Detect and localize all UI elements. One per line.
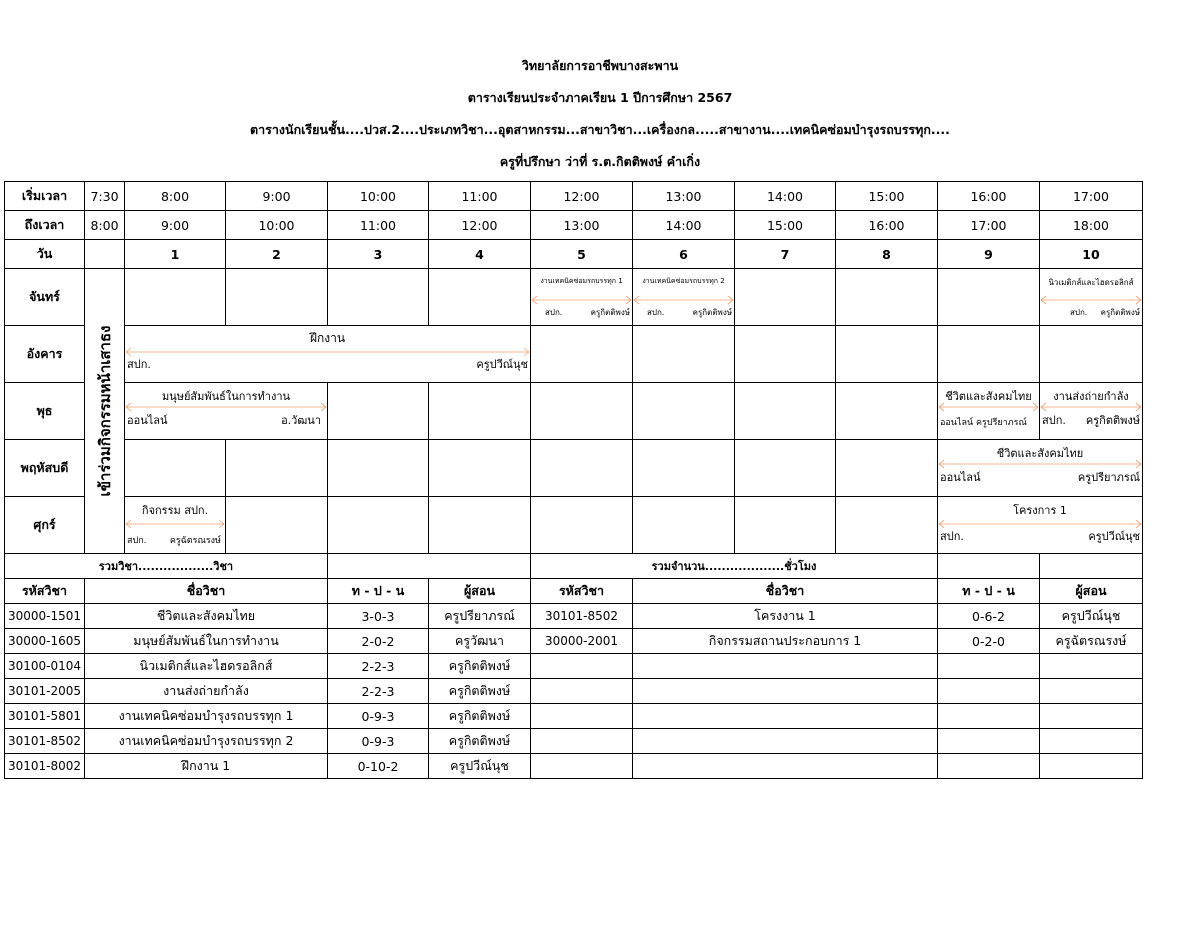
class-block — [531, 269, 633, 326]
empty-cell — [328, 554, 531, 579]
col-header-name: ชื่อวิชา — [85, 579, 328, 604]
subject-teacher: ครูกิตติพงษ์ — [429, 729, 531, 754]
subject-code: 30100-0104 — [5, 654, 85, 679]
subject-code: 30000-1501 — [5, 604, 85, 629]
assembly-cell — [85, 269, 125, 554]
subject-teacher: ครูกิตติพงษ์ — [429, 679, 531, 704]
subject-row — [5, 729, 1143, 754]
empty-slot — [1040, 326, 1143, 383]
block-title: ชีวิตและสังคมไทย — [996, 447, 1084, 460]
period-number: 9 — [938, 240, 1040, 269]
empty-cell — [1040, 654, 1143, 679]
subject-name: งานเทคนิคซ่อมบำรุงรถบรรทุก 1 — [85, 704, 328, 729]
empty-slot — [735, 440, 836, 497]
span-arrow — [531, 295, 632, 305]
span-arrow — [125, 519, 225, 529]
start-time: 9:00 — [226, 182, 328, 211]
day-row-friday — [5, 497, 1143, 554]
subject-row — [5, 754, 1143, 779]
subject-teacher: ครูฉัตรณรงษ์ — [1040, 629, 1143, 654]
subject-tpn: 2-2-3 — [328, 654, 429, 679]
end-time: 11:00 — [328, 211, 429, 240]
empty-cell — [938, 654, 1040, 679]
start-time: 10:00 — [328, 182, 429, 211]
empty-slot — [429, 440, 531, 497]
block-title: นิวเมติกส์และไฮดรอลิกส์ — [1048, 278, 1134, 287]
empty-cell — [531, 679, 633, 704]
empty-slot — [633, 497, 735, 554]
subject-row — [5, 704, 1143, 729]
period-number: 4 — [429, 240, 531, 269]
start-time: 17:00 — [1040, 182, 1143, 211]
empty-cell — [1040, 754, 1143, 779]
block-location: สปก. — [127, 358, 151, 371]
class-block — [1040, 383, 1143, 440]
start-time: 13:00 — [633, 182, 735, 211]
empty-cell — [938, 704, 1040, 729]
end-time: 14:00 — [633, 211, 735, 240]
class-block — [938, 383, 1040, 440]
block-title: งานเทคนิคซ่อมรถบรรทุก 1 — [540, 277, 623, 285]
subject-tpn: 3-0-3 — [328, 604, 429, 629]
block-title: งานเทคนิคซ่อมรถบรรทุก 2 — [642, 277, 725, 285]
empty-slot — [125, 269, 226, 326]
subject-tpn: 2-2-3 — [328, 679, 429, 704]
subject-row — [5, 604, 1143, 629]
start-time: 8:00 — [125, 182, 226, 211]
col-header-tpn: ท - ป - น — [328, 579, 429, 604]
subject-code: 30101-8502 — [531, 604, 633, 629]
subject-name: งานส่งถ่ายกำลัง — [85, 679, 328, 704]
block-location: สปก. — [545, 308, 563, 317]
end-time-row — [5, 211, 1143, 240]
class-block — [633, 269, 735, 326]
end-time: 13:00 — [531, 211, 633, 240]
block-location: ออนไลน์ ครูปรียาภรณ์ — [940, 418, 1027, 428]
empty-slot — [125, 440, 226, 497]
end-time: 15:00 — [735, 211, 836, 240]
block-title: งานส่งถ่ายกำลัง — [1053, 390, 1129, 403]
empty-slot — [328, 497, 429, 554]
empty-slot — [429, 497, 531, 554]
empty-slot — [836, 383, 938, 440]
class-block — [125, 326, 531, 383]
end-time: 10:00 — [226, 211, 328, 240]
day-row-wednesday — [5, 383, 1143, 440]
empty-slot — [531, 326, 633, 383]
period-number: 5 — [531, 240, 633, 269]
empty-slot — [328, 269, 429, 326]
day-row-tuesday — [5, 326, 1143, 383]
block-teacher: ครูกิตติพงษ์ — [692, 308, 732, 317]
day-name: พุธ — [5, 383, 85, 440]
col-header-code: รหัสวิชา — [531, 579, 633, 604]
block-title: ชีวิตและสังคมไทย — [945, 390, 1032, 403]
empty-cell — [633, 754, 938, 779]
block-title: กิจกรรม สปก. — [141, 504, 209, 517]
empty-slot — [836, 497, 938, 554]
assembly-label: เข้าร่วมกิจกรรมหน้าเสาธง — [95, 325, 114, 497]
start-label: เริ่มเวลา — [5, 182, 85, 211]
day-name: อังคาร — [5, 326, 85, 383]
term-title: ตารางเรียนประจำภาคเรียน 1 ปีการศึกษา 2567 — [467, 90, 733, 105]
subject-name: มนุษย์สัมพันธ์ในการทำงาน — [85, 629, 328, 654]
block-teacher: ครูกิตติพงษ์ — [1100, 308, 1140, 317]
empty-slot — [429, 269, 531, 326]
empty-cell — [1040, 679, 1143, 704]
college-title: วิทยาลัยการอาชีพบางสะพาน — [521, 58, 679, 73]
subject-row — [5, 679, 1143, 704]
empty-cell — [1040, 554, 1143, 579]
subject-name: ชีวิตและสังคมไทย — [85, 604, 328, 629]
period-number: 1 — [125, 240, 226, 269]
class-block — [1040, 269, 1143, 326]
class-block — [938, 440, 1143, 497]
end-time: 12:00 — [429, 211, 531, 240]
summary-row — [5, 554, 1143, 579]
subject-teacher: ครูวัฒนา — [429, 629, 531, 654]
period-number: 7 — [735, 240, 836, 269]
empty-slot — [226, 497, 328, 554]
empty-slot — [328, 383, 429, 440]
subject-code: 30101-5801 — [5, 704, 85, 729]
block-location: สปก. — [1042, 414, 1066, 427]
empty-slot — [938, 269, 1040, 326]
subject-name: งานเทคนิคซ่อมบำรุงรถบรรทุก 2 — [85, 729, 328, 754]
block-location: สปก. — [127, 536, 147, 546]
block-teacher: ครูปรียาภรณ์ — [1077, 471, 1140, 484]
empty-cell — [633, 704, 938, 729]
period-number: 2 — [226, 240, 328, 269]
pre-end-time: 8:00 — [85, 211, 125, 240]
empty-slot — [735, 383, 836, 440]
block-teacher: ครูฉัตรณรงษ์ — [169, 536, 221, 546]
empty-slot — [633, 440, 735, 497]
span-arrow — [1040, 295, 1142, 305]
period-row — [5, 240, 1143, 269]
subject-teacher: ครูปวีณ์นุช — [1040, 604, 1143, 629]
empty-cell — [633, 679, 938, 704]
empty-cell — [938, 754, 1040, 779]
subject-tpn: 0-9-3 — [328, 704, 429, 729]
empty-slot — [633, 326, 735, 383]
day-row-thursday — [5, 440, 1143, 497]
total-hours: รวมจำนวน...................ชั่วโมง — [531, 554, 938, 579]
empty-slot — [531, 383, 633, 440]
empty-slot — [735, 326, 836, 383]
timetable — [4, 181, 1143, 779]
block-teacher: ครูปวีณ์นุช — [476, 358, 528, 371]
subject-code: 30101-2005 — [5, 679, 85, 704]
advisor-line: ครูที่ปรึกษา ว่าที่ ร.ต.กิตติพงษ์ คำเกิ่ง — [499, 154, 701, 169]
subject-teacher: ครูปรียาภรณ์ — [429, 604, 531, 629]
empty-slot — [633, 383, 735, 440]
col-header-teacher: ผู้สอน — [429, 579, 531, 604]
block-teacher: ครูกิตติพงษ์ — [590, 308, 630, 317]
empty-slot — [938, 326, 1040, 383]
subject-tpn: 0-6-2 — [938, 604, 1040, 629]
block-title: โครงการ 1 — [1013, 504, 1067, 517]
class-block — [125, 383, 328, 440]
empty-cell — [531, 654, 633, 679]
col-header-name: ชื่อวิชา — [633, 579, 938, 604]
block-location: สปก. — [940, 530, 964, 543]
subject-name: นิวเมติกส์และไฮดรอลิกส์ — [85, 654, 328, 679]
start-time: 15:00 — [836, 182, 938, 211]
col-header-teacher: ผู้สอน — [1040, 579, 1143, 604]
subject-tpn: 0-9-3 — [328, 729, 429, 754]
empty-cell — [1040, 704, 1143, 729]
start-time: 16:00 — [938, 182, 1040, 211]
start-time: 12:00 — [531, 182, 633, 211]
period-number: 10 — [1040, 240, 1143, 269]
col-header-code: รหัสวิชา — [5, 579, 85, 604]
empty-slot — [531, 497, 633, 554]
end-time: 9:00 — [125, 211, 226, 240]
end-time: 17:00 — [938, 211, 1040, 240]
start-time: 11:00 — [429, 182, 531, 211]
empty-slot — [328, 440, 429, 497]
subject-tpn: 2-0-2 — [328, 629, 429, 654]
day-label: วัน — [5, 240, 85, 269]
block-teacher: ครูปวีณ์นุช — [1088, 530, 1140, 543]
block-location: สปก. — [647, 308, 665, 317]
subject-code: 30101-8502 — [5, 729, 85, 754]
block-title: มนุษย์สัมพันธ์ในการทำงาน — [161, 390, 291, 403]
subject-header-row — [5, 579, 1143, 604]
day-name: พฤหัสบดี — [5, 440, 85, 497]
empty-cell — [938, 554, 1040, 579]
class-block — [125, 497, 226, 554]
empty-cell — [531, 754, 633, 779]
empty-cell — [531, 704, 633, 729]
day-row-monday — [5, 269, 1143, 326]
end-label: ถึงเวลา — [5, 211, 85, 240]
block-teacher: อ.วัฒนา — [281, 414, 321, 427]
subject-name: โครงงาน 1 — [633, 604, 938, 629]
span-arrow — [938, 402, 1039, 412]
class-info: ตารางนักเรียนชั้น....ปวส.2....ประเภทวิชา...อุตสาหกรรม...สาขาวิชา...เครื่องกล.....สาขางาน....เทคนิคซ่อมบำรุงรถบรรทุก.... — [250, 122, 950, 137]
empty-cell — [85, 240, 125, 269]
col-header-tpn: ท - ป - น — [938, 579, 1040, 604]
block-location: สปก. — [1070, 308, 1088, 317]
period-number: 8 — [836, 240, 938, 269]
subject-tpn: 0-2-0 — [938, 629, 1040, 654]
day-name: ศุกร์ — [5, 497, 85, 554]
empty-cell — [531, 729, 633, 754]
subject-name: ฝึกงาน 1 — [85, 754, 328, 779]
start-time: 14:00 — [735, 182, 836, 211]
empty-cell — [938, 679, 1040, 704]
subject-row — [5, 629, 1143, 654]
subject-code: 30101-8002 — [5, 754, 85, 779]
block-location: ออนไลน์ — [940, 471, 981, 484]
start-time-row — [5, 182, 1143, 211]
total-subjects: รวมวิชา..................วิชา — [5, 554, 328, 579]
empty-cell — [938, 729, 1040, 754]
empty-cell — [633, 729, 938, 754]
period-number: 3 — [328, 240, 429, 269]
subject-name: กิจกรรมสถานประกอบการ 1 — [633, 629, 938, 654]
block-location: ออนไลน์ — [127, 414, 168, 427]
empty-slot — [836, 269, 938, 326]
subject-code: 30000-2001 — [531, 629, 633, 654]
empty-slot — [531, 440, 633, 497]
empty-slot — [226, 440, 328, 497]
empty-cell — [633, 654, 938, 679]
empty-slot — [429, 383, 531, 440]
block-title: ฝึกงาน — [309, 331, 346, 345]
class-block — [938, 497, 1143, 554]
subject-teacher: ครูกิตติพงษ์ — [429, 704, 531, 729]
empty-slot — [836, 326, 938, 383]
empty-slot — [836, 440, 938, 497]
day-name: จันทร์ — [5, 269, 85, 326]
end-time: 18:00 — [1040, 211, 1143, 240]
empty-slot — [226, 269, 328, 326]
empty-cell — [1040, 729, 1143, 754]
empty-slot — [735, 269, 836, 326]
subject-row — [5, 654, 1143, 679]
subject-tpn: 0-10-2 — [328, 754, 429, 779]
pre-start-time: 7:30 — [85, 182, 125, 211]
period-number: 6 — [633, 240, 735, 269]
end-time: 16:00 — [836, 211, 938, 240]
subject-code: 30000-1605 — [5, 629, 85, 654]
subject-teacher: ครูปวีณ์นุช — [429, 754, 531, 779]
span-arrow — [125, 347, 530, 357]
subject-teacher: ครูกิตติพงษ์ — [429, 654, 531, 679]
block-teacher: ครูกิตติพงษ์ — [1085, 414, 1140, 427]
span-arrow — [633, 295, 734, 305]
empty-slot — [735, 497, 836, 554]
